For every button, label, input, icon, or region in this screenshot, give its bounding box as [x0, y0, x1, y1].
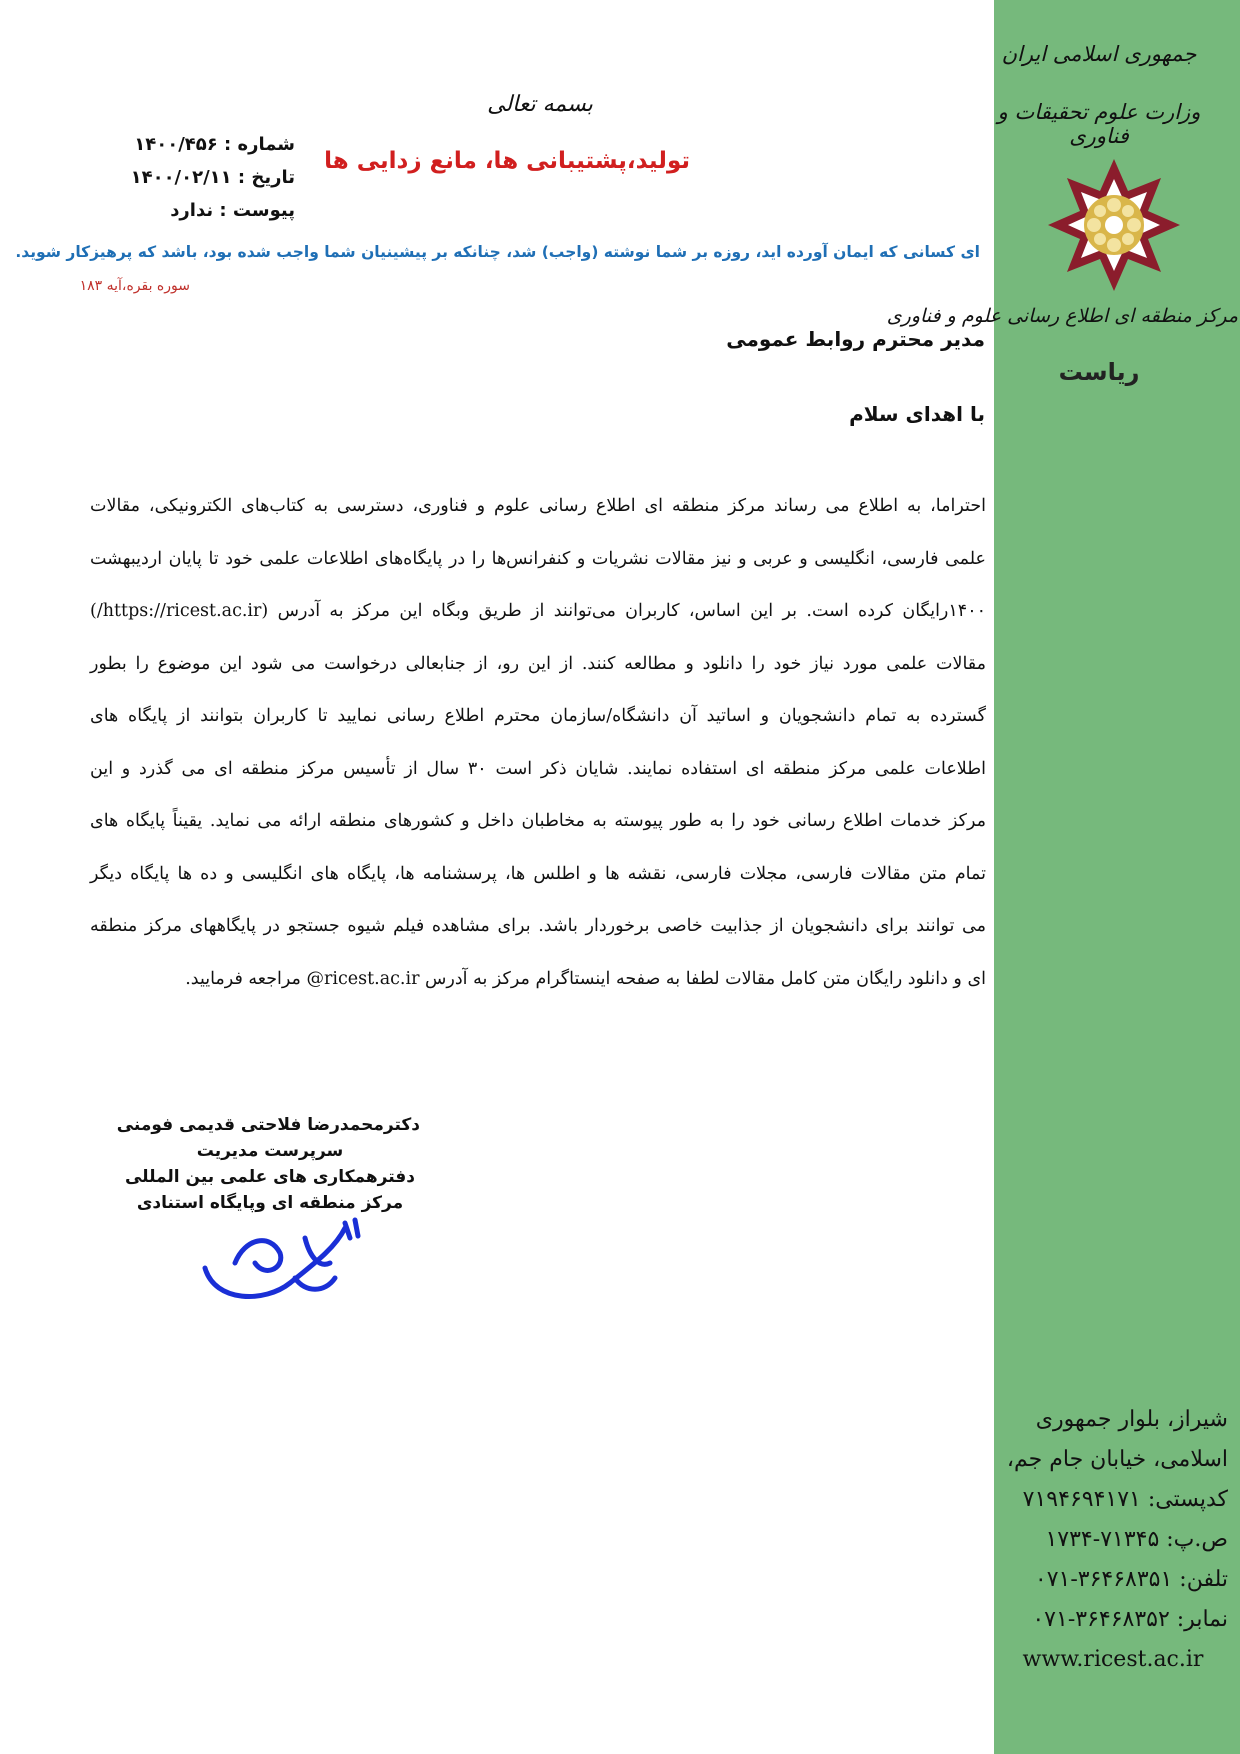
body-line: گسترده به تمام دانشجویان و اساتید آن دانشگاه/سازمان محترم اطلاع رسانی نمایید تا کاربران بتوانند از پایگاه های	[90, 706, 986, 726]
year-slogan: تولید،پشتیبانی ها، مانع زدایی ها	[324, 148, 690, 174]
website-link[interactable]: www.ricest.ac.ir	[1022, 1647, 1204, 1672]
body-line: علمی فارسی، انگلیسی و عربی و نیز مقالات نشریات و کنفرانس‌ها را در پایگاه‌های اطلاعات علمی خود تا پایان اردیبهشت	[90, 548, 986, 569]
body-line: احتراما، به اطلاع می رساند مرکز منطقه ای اطلاع رسانی علوم و فناوری، دسترسی به کتاب‌های الکترونیکی، مقالات	[90, 496, 986, 516]
handwritten-signature-icon	[195, 1208, 370, 1303]
body-line: مقالات علمی مورد نیاز خود را دانلود و مطالعه کنند. از این رو، از جنابعالی درخواست می شود این موضوع را بطور	[90, 653, 986, 674]
signer-name: دکترمحمدرضا فلاحتی قدیمی فومنی	[116, 1115, 420, 1135]
signer-title: مرکز منطقه ای وپایگاه استنادی	[136, 1193, 404, 1213]
contact-line: نمابر: ۳۶۴۶۸۳۵۲-۰۷۱	[1032, 1607, 1228, 1632]
body-line: تمام متن مقالات فارسی، مجلات فارسی، نقشه ها و اطلس ها، پرسشنامه ها، پایگاه های انگلیسی و ده ها پایگاه دیگر	[90, 863, 986, 884]
contact-line: اسلامی، خیابان جام جم،	[1006, 1447, 1228, 1472]
contact-line: تلفن: ۳۶۴۶۸۳۵۱-۰۷۱	[1034, 1567, 1228, 1592]
body-line: ۱۴۰۰رایگان کرده است. بر این اساس، کاربران می‌توانند از طریق وبگاه این مرکز به آدرس (https://ricest.ac.ir/)	[90, 601, 986, 621]
verse-reference: سوره بقره،آیه ۱۸۳	[79, 278, 190, 294]
ricest-star-logo-icon	[1044, 155, 1184, 295]
letter-recipient: مدیر محترم روابط عمومی	[726, 327, 985, 351]
body-line: اطلاعات علمی مرکز منطقه ای استفاده نمایند. شایان ذکر است ۳۰ سال از تأسیس مرکز منطقه ای می گذرد و این	[90, 758, 987, 779]
sidebar-ministry: وزارت علوم تحقیقات و فناوری	[997, 100, 1201, 148]
sidebar-office: ریاست	[1058, 358, 1140, 386]
letter-greeting: با اهدای سلام	[849, 402, 985, 426]
sidebar-country: جمهوری اسلامی ایران	[1001, 42, 1197, 66]
letter-date: تاریخ : ۱۴۰۰/۰۲/۱۱	[130, 167, 295, 188]
contact-line: کدپستی: ۷۱۹۴۶۹۴۱۷۱	[1022, 1487, 1228, 1512]
contact-line: ص.پ: ۷۱۳۴۵-۱۷۳۴	[1045, 1527, 1228, 1552]
sidebar-contact	[998, 1400, 1228, 1680]
contact-line: شیراز، بلوار جمهوری	[1035, 1407, 1228, 1432]
letter-meta	[110, 128, 295, 227]
letter-number: شماره : ۱۴۰۰/۴۵۶	[134, 134, 295, 155]
besmeh-heading: بسمه تعالی	[487, 92, 593, 117]
signer-title: دفترهمکاری های علمی بین المللی	[124, 1167, 416, 1187]
letter-body	[90, 480, 986, 1005]
letter-attachment: پیوست : ندارد	[170, 200, 295, 221]
body-line: مرکز خدمات اطلاع رسانی خود را به طور پیوسته به مخاطبان داخل و کشورهای منطقه ارائه می نماید. یقیناً پایگاه های	[90, 811, 986, 831]
sidebar-center-name: مرکز منطقه ای اطلاع رسانی علوم و فناوری	[886, 305, 1238, 327]
signer-title: سرپرست مدیریت	[196, 1141, 344, 1161]
body-line: می توانند برای دانشجویان از جذابیت خاصی برخوردار باشد. برای مشاهده فیلم شیوه جستجو در پایگاههای مرکز منطقه	[90, 916, 986, 936]
body-line: ای و دانلود رایگان متن کامل مقالات لطفا به صفحه اینستاگرام مرکز به آدرس ricest.ac.ir@ مراجعه فرمایید.	[185, 968, 986, 989]
signature-block	[116, 1112, 420, 1216]
quran-verse: ای کسانی که ایمان آورده اید، روزه بر شما نوشته (واجب) شد، چنانکه بر پیشینیان شما واجب شده بود، باشد که پرهیزکار شوید.	[15, 243, 980, 261]
